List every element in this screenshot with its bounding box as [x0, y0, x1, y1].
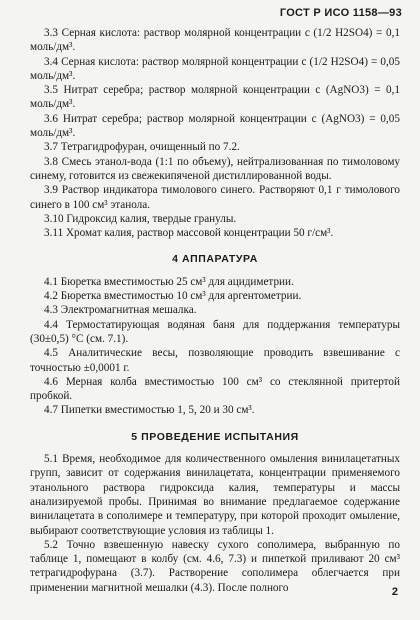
- procedure-5-2: 5.2 Точно взвешенную навеску сухого сополимера, выбранную по таблице 1, помещают в колбу (см. 4.6, 7.3) и пипеткой приливают 20 см³ тетрагидрофурана (3.7). Растворение сополимера облегчается при применении магнитной мешалки (4.3). После полного: [30, 538, 400, 594]
- apparatus-4-1: 4.1 Бюретка вместимостью 25 см³ для ацидиметрии.: [44, 275, 294, 288]
- reagent-3-9: 3.9 Раствор индикатора тимолового синего. Растворяют 0,1 г тимолового синего в 100 см³ этанола.: [30, 184, 400, 211]
- apparatus-4-6: 4.6 Мерная колба вместимостью 100 см³ со стеклянной притертой пробкой.: [30, 375, 400, 403]
- reagent-3-7: 3.7 Тетрагидрофуран, очищенный по 7.2.: [44, 141, 240, 154]
- page-number: 2: [391, 586, 398, 598]
- apparatus-4-4: 4.4 Термостатирующая водяная баня для поддержания температуры (30±0,5) °С (см. 7.1).: [30, 318, 400, 345]
- apparatus-4-7: 4.7 Пипетки вместимостью 1, 5, 20 и 30 см³.: [44, 404, 255, 417]
- procedure-5-1: 5.1 Время, необходимое для количественного омыления винилацетатных групп, зависит от содержания винилацетата, концентрации применяемого этанольного раствора гидроксида калия, температуры и массы анализируемой пробы. Принимая во внимание предлагаемое содержание винилацетата в сополимере и температуру, при которой проходит омыление, выбирают соответствующие условия из таблицы 1.: [30, 453, 400, 537]
- document-body: [30, 26, 400, 595]
- apparatus-4-3: 4.3 Электромагнитная мешалка.: [44, 304, 197, 317]
- reagent-3-6: 3.6 Нитрат серебра; раствор молярной концентрации c (AgNO3) = 0,05 моль/дм³.: [30, 112, 400, 140]
- reagent-3-5: 3.5 Нитрат серебра; раствор молярной концентрации c (AgNO3) = 0,1 моль/дм³.: [30, 84, 400, 111]
- section-4-title: 4 АППАРАТУРА: [172, 253, 258, 266]
- reagent-3-4: 3.4 Серная кислота: раствор молярной концентрации c (1/2 H2SO4) = 0,05 моль/дм³.: [30, 55, 400, 82]
- apparatus-4-2: 4.2 Бюретка вместимостью 10 см³ для аргентометрии.: [44, 290, 302, 303]
- apparatus-4-5: 4.5 Аналитические весы, позволяющие проводить взвешивание с точностью ±0,0001 г.: [30, 347, 400, 374]
- reagent-3-3: 3.3 Серная кислота: раствор молярной концентрации c (1/2 H2SO4) = 0,1 моль/дм³.: [30, 27, 400, 54]
- section-5-title: 5 ПРОВЕДЕНИЕ ИСПЫТАНИЯ: [131, 430, 299, 443]
- reagent-3-10: 3.10 Гидроксид калия, твердые гранулы.: [44, 212, 237, 225]
- reagent-3-8: 3.8 Смесь этанол-вода (1:1 по объему), нейтрализованная по тимоловому синему, готовится из свежекипяченой дистиллированной воды.: [30, 155, 400, 182]
- reagent-3-11: 3.11 Хромат калия, раствор массовой концентрации 50 г/см³.: [44, 227, 334, 240]
- standard-header: ГОСТ Р ИСО 1158—93: [279, 7, 402, 19]
